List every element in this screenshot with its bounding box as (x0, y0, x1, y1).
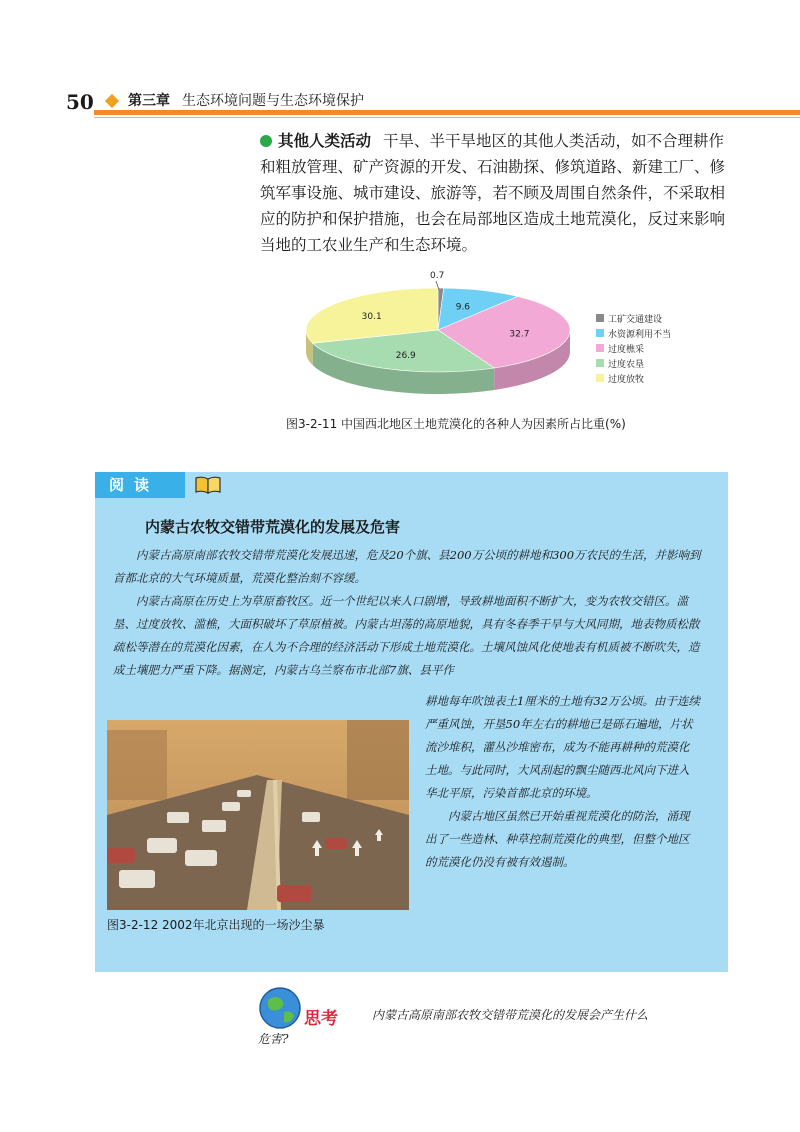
reading-side-paragraph-1: 耕地每年吹蚀表土1厘米的土地有32万公顷。由于连续严重风蚀，开垦50年左右的耕地已是砾石遍地，片状流沙堆积，灌丛沙堆密布，成为不能再耕种的荒漠化土地。与此同时，大风刮起的飘尘随西北风向下进入华北平原，污染首都北京的环境。 (425, 694, 700, 800)
pie-data-label: 32.7 (509, 329, 530, 340)
legend-label: 过度农垦 (608, 360, 645, 370)
book-icon (195, 476, 221, 494)
pie-data-label: 26.9 (395, 350, 416, 361)
header-rule (94, 110, 800, 115)
think-question-continued: 危害? (258, 1032, 289, 1046)
think-question: 内蒙古高原南部农牧交错带荒漠化的发展会产生什么 (372, 1008, 649, 1022)
page-header (62, 84, 800, 124)
reading-paragraph-2: 内蒙古高原在历史上为草原畜牧区。近一个世纪以来人口剧增，导致耕地面积不断扩大，变为农牧交错区。滥垦、过度放牧、滥樵，大面积破坏了草原植被。内蒙古坦荡的高原地貌，具有冬春季干旱与大风同期，地表物质松散疏松等潜在的荒漠化因素，在人为不合理的经济活动下形成土地荒漠化。土壤风蚀风化使地表有机质被不断吹失，造成土壤肥力严重下降。据测定，内蒙古乌兰察布市北部7旗、县平作 (113, 594, 700, 677)
sandstorm-photo (107, 720, 409, 910)
section-text: 干旱、半干旱地区的其他人类活动，如不合理耕作和粗放管理、矿产资源的开发、石油勘探、修筑道路、新建工厂、修筑军事设施、城市建设、旅游等，若不顾及周围自然条件，不采取相应的防护和保护措施，也会在局部地区造成土地荒漠化，反过来影响当地的工农业生产和生态环境。 (260, 132, 726, 254)
globe-icon (258, 986, 302, 1030)
legend-swatch (596, 314, 604, 322)
legend-swatch (596, 344, 604, 352)
reading-body (113, 544, 708, 682)
legend-label: 水资源利用不当 (608, 330, 672, 340)
section-heading: 其他人类活动 (278, 132, 372, 150)
diamond-icon (105, 94, 119, 108)
reading-side-text (425, 690, 700, 874)
think-label: 思考 (304, 1009, 338, 1029)
section-paragraph (260, 128, 730, 258)
figure-caption-2: 图3-2-12 2002年北京出现的一场沙尘暴 (107, 918, 325, 932)
bullet-icon (260, 135, 272, 147)
pie-data-label: 30.1 (361, 311, 382, 322)
legend-swatch (596, 329, 604, 337)
reading-box (95, 472, 728, 972)
legend-swatch (596, 359, 604, 367)
reading-paragraph-1: 内蒙古高原南部农牧交错带荒漠化发展迅速，危及20个旗、县200万公顷的耕地和300万农民的生活，并影响到首都北京的大气环境质量，荒漠化整治刻不容缓。 (113, 548, 701, 585)
chapter-title: 生态环境问题与生态环境保护 (182, 93, 364, 109)
chapter-label: 第三章 (128, 93, 170, 109)
reading-tab: 阅读 (95, 472, 185, 498)
legend-label: 过度樵采 (608, 345, 645, 355)
legend-label: 工矿交通建设 (608, 315, 663, 325)
pie-chart (300, 271, 720, 418)
header-rule-thin (94, 117, 800, 118)
pie-data-label: 0.7 (430, 271, 445, 281)
pie-chart-svg (300, 271, 720, 418)
legend-swatch (596, 374, 604, 382)
legend-label: 过度放牧 (608, 375, 645, 385)
page-number: 50 (66, 90, 94, 114)
reading-side-paragraph-2: 内蒙古地区虽然已开始重视荒漠化的防治，涌现出了一些造林、种草控制荒漠化的典型，但整个地区的荒漠化仍没有被有效遏制。 (425, 809, 690, 869)
reading-title: 内蒙古农牧交错带荒漠化的发展及危害 (145, 518, 401, 536)
figure-caption-1: 图3-2-11 中国西北地区土地荒漠化的各种人为因素所占比重(%) (286, 417, 626, 431)
pie-data-label: 9.6 (455, 302, 471, 313)
